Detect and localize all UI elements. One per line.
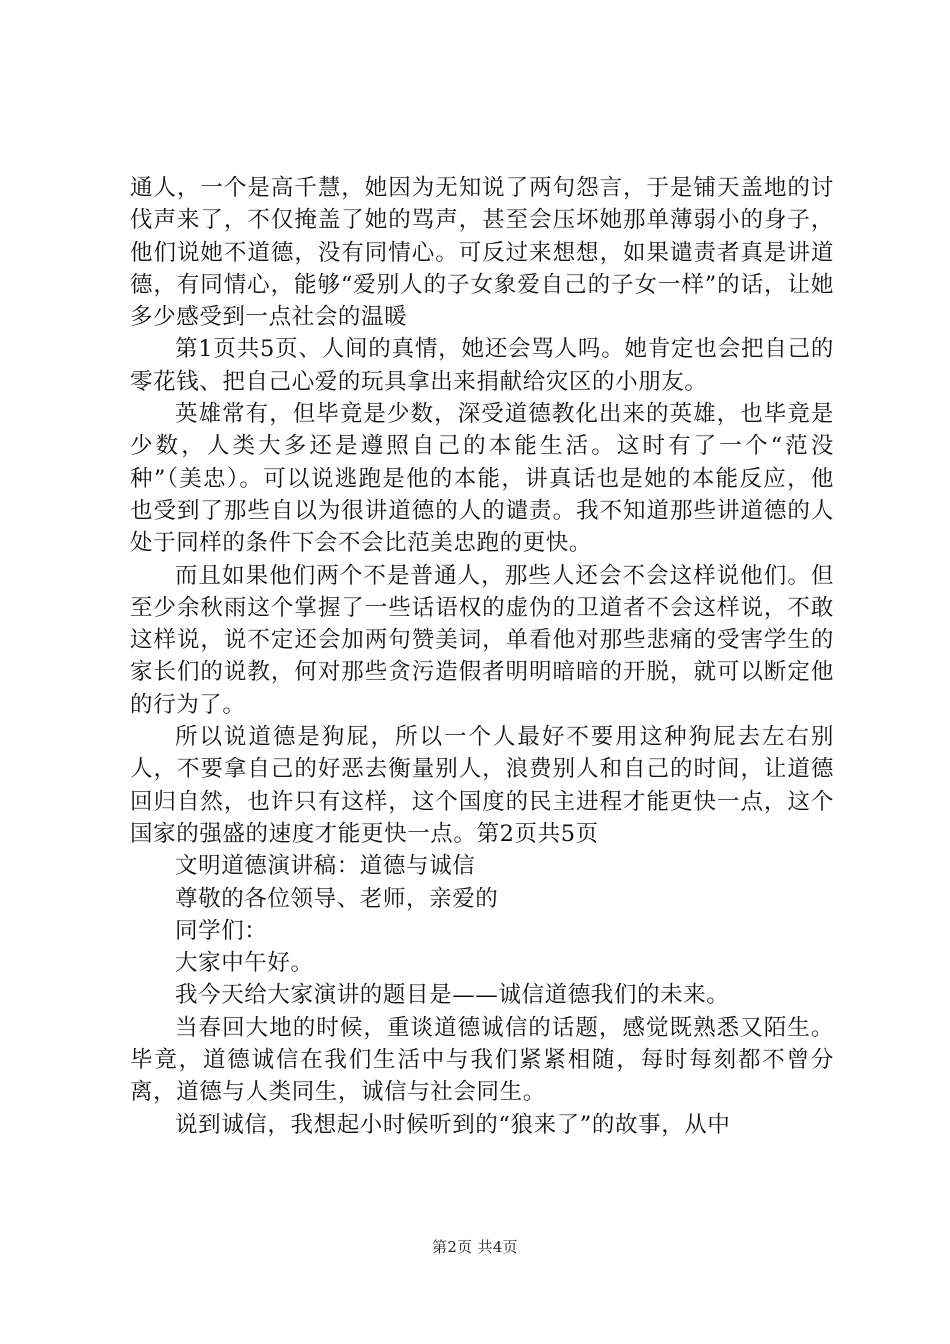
paragraph: 第1页共5页、人间的真情，她还会骂人吗。她肯定也会把自己的零花钱、把自己心爱的玩具拿出来捐献给灾区的小朋友。 (130, 336, 834, 395)
document-body (130, 172, 834, 1141)
greeting-line: 尊敬的各位领导、老师，亲爱的 (175, 885, 499, 912)
paragraph: 所以说道德是狗屁，所以一个人最好不要用这种狗屁去左右别人，不要拿自己的好恶去衡量别人，浪费别人和自己的时间，让道德回归自然，也许只有这样，这个国度的民主进程才能更快一点，这个国家的强盛的速度才能更快一点。第2页共5页 (130, 724, 834, 847)
paragraph: 说到诚信，我想起小时候听到的“狼来了”的故事，从中 (175, 1111, 731, 1138)
speech-title: 文明道德演讲稿：道德与诚信 (175, 853, 476, 880)
page-footer: 第2页 共4页 (432, 1238, 518, 1256)
greeting-line: 同学们： (175, 917, 268, 944)
speech-topic-line: 我今天给大家演讲的题目是——诚信道德我们的未来。 (175, 982, 730, 1009)
greeting-line: 大家中午好。 (175, 950, 314, 977)
paragraph-continued: 通人，一个是高千慧，她因为无知说了两句怨言，于是铺天盖地的讨伐声来了，不仅掩盖了她的骂声，甚至会压坏她那单薄弱小的身子，他们说她不道德，没有同情心。可反过来想想，如果谴责者真是讲道德，有同情心，能够“爱别人的子女象爱自己的子女一样”的话，让她多少感受到一点社会的温暖 (130, 175, 834, 331)
paragraph: 而且如果他们两个不是普通人，那些人还会不会这样说他们。但至少余秋雨这个掌握了一些话语权的虚伪的卫道者不会这样说，不敢这样说，说不定还会加两句赞美词，单看他对那些悲痛的受害学生的家长们的说教，何对那些贪污造假者明明暗暗的开脱，就可以断定他的行为了。 (130, 562, 834, 718)
paragraph: 当春回大地的时候，重谈道德诚信的话题，感觉既熟悉又陌生。毕竟，道德诚信在我们生活中与我们紧紧相随，每时每刻都不曾分离，道德与人类同生，诚信与社会同生。 (130, 1014, 834, 1106)
paragraph: 英雄常有，但毕竟是少数，深受道德教化出来的英雄，也毕竟是少数，人类大多还是遵照自己的本能生活。这时有了一个“范没种”（美忠）。可以说逃跑是他的本能，讲真话也是她的本能反应，他也受到了那些自以为很讲道德的人的谴责。我不知道那些讲道德的人处于同样的条件下会不会比范美忠跑的更快。 (130, 401, 834, 557)
